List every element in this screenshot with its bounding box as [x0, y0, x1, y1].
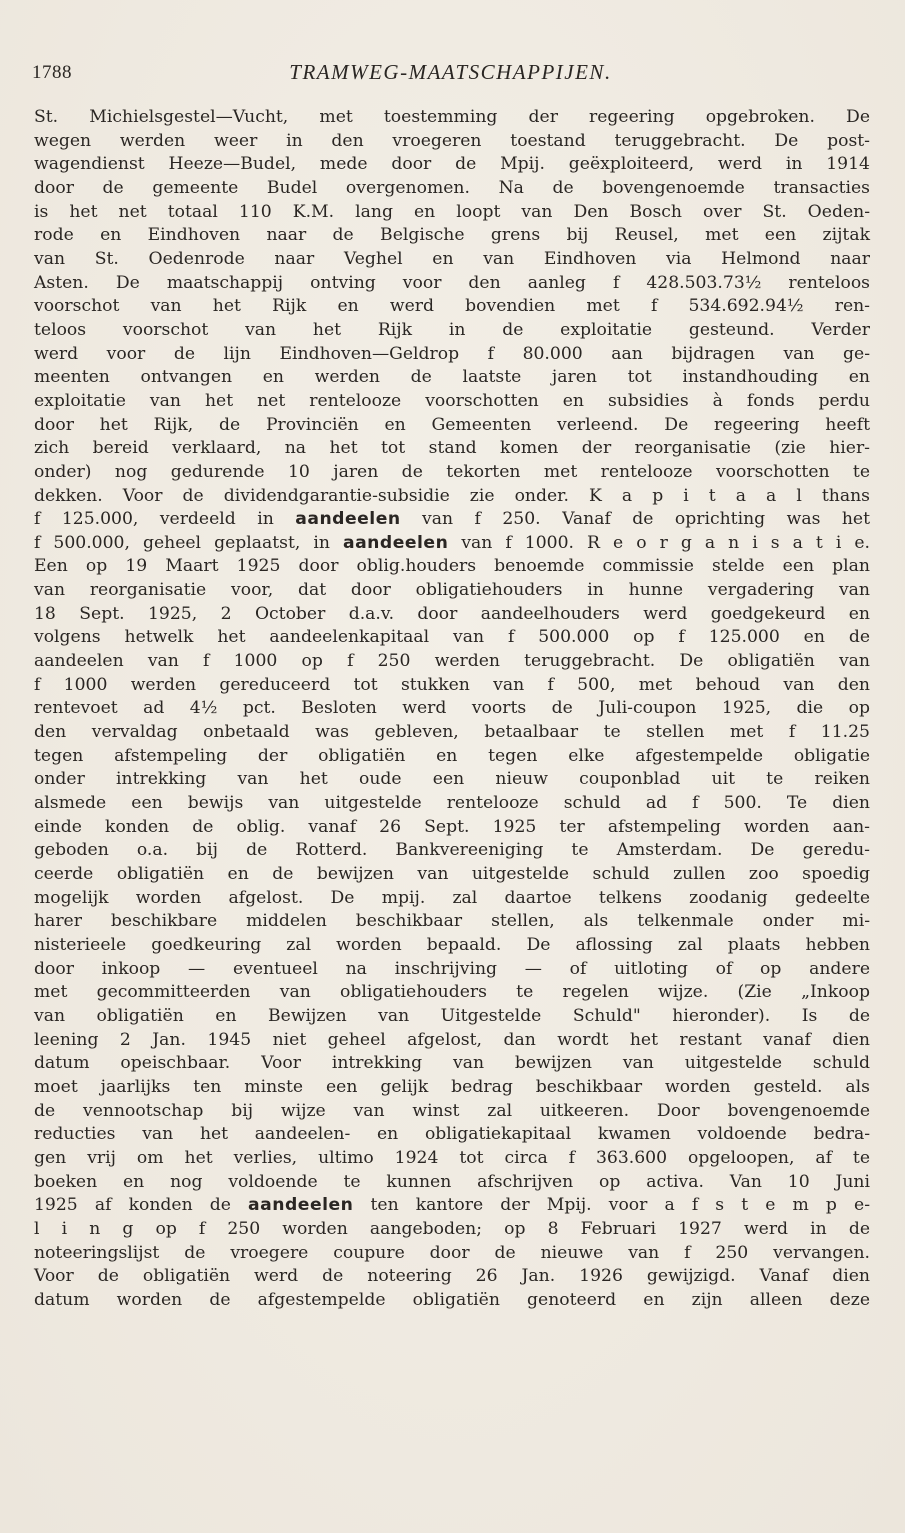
text-line: datum worden de afgestempelde obligatiën genoteerd en zijn alleen deze: [34, 1289, 870, 1310]
text-line: mogelijk worden afgelost. De mpij. zal daartoe telkens zoodanig gedeelte: [34, 887, 870, 908]
text-line: van reorganisatie voor, dat door obligatiehouders in hunne vergadering van: [34, 580, 870, 601]
text-line: met gecommitteerden van obligatiehouders te regelen wijze. (Zie „Inkoop: [34, 982, 870, 1003]
text-line: zich bereid verklaard, na het tot stand komen der reorganisatie (zie hier-: [34, 438, 870, 459]
text-line: den vervaldag onbetaald was gebleven, betaalbaar te stellen met f 11.25: [34, 722, 870, 743]
text-line: Voor de obligatiën werd de noteering 26 Jan. 1926 gewijzigd. Vanaf dien: [34, 1266, 870, 1287]
bold-term: aandeelen: [295, 509, 401, 530]
text-line: rentevoet ad 4½ pct. Besloten werd voorts de Juli-coupon 1925, die op: [34, 698, 870, 719]
text-line: door het Rijk, de Provinciën en Gemeenten verleend. De regeering heeft: [34, 414, 870, 435]
text-line: wagendienst Heeze—Budel, mede door de Mpij. geëxploiteerd, werd in 1914: [34, 154, 870, 175]
text-line: onder) nog gedurende 10 jaren de tekorten met rentelooze voorschotten te: [34, 461, 870, 482]
text-line: 18 Sept. 1925, 2 October d.a.v. door aandeelhouders werd goedgekeurd en: [34, 603, 870, 624]
text-line: f 1000 werden gereduceerd tot stukken van f 500, met behoud van den: [34, 674, 870, 695]
text-line: aandeelen van f 1000 op f 250 werden teruggebracht. De obligatiën van: [34, 651, 870, 672]
bold-term: aandeelen: [342, 532, 449, 553]
text-line: gen vrij om het verlies, ultimo 1924 tot circa f 363.600 opgeloopen, af te: [34, 1147, 870, 1168]
text-line: Een op 19 Maart 1925 door oblig.houders benoemde commissie stelde een plan: [34, 556, 870, 577]
bold-term: aandeelen: [248, 1195, 354, 1216]
text-line: meenten ontvangen en werden de laatste jaren tot instandhouding en: [34, 367, 870, 388]
text-line: einde konden de oblig. vanaf 26 Sept. 1925 ter afstempeling worden aan-: [34, 816, 870, 837]
page-header: [32, 52, 869, 92]
text-line: moet jaarlijks ten minste een gelijk bedrag beschikbaar worden gesteld. als: [34, 1076, 870, 1097]
text-line: werd voor de lijn Eindhoven—Geldrop f 80.000 aan bijdragen van ge-: [34, 343, 870, 364]
text-line: tegen afstempeling der obligatiën en tegen elke afgestempelde obligatie: [34, 745, 870, 766]
text-line: voorschot van het Rijk en werd bovendien met f 534.692.94½ ren-: [34, 296, 870, 317]
text-line: f 125.000, verdeeld in aandeelen van f 250. Vanaf de oprichting was het: [34, 509, 870, 530]
text-line: teloos voorschot van het Rijk in de exploitatie gesteund. Verder: [34, 319, 870, 340]
text-line: exploitatie van het net rentelooze voorschotten en subsidies à fonds perdu: [34, 390, 870, 411]
text-line: boeken en nog voldoende te kunnen afschrijven op activa. Van 10 Juni: [34, 1171, 870, 1192]
text-line: de vennootschap bij wijze van winst zal uitkeeren. Door bovengenoemde: [34, 1100, 870, 1121]
text-line: door inkoop — eventueel na inschrijving — of uitloting of op andere: [34, 958, 870, 979]
text-line: dekken. Voor de dividendgarantie-subsidie zie onder. K a p i t a a l thans: [34, 485, 870, 506]
text-line: Asten. De maatschappij ontving voor den aanleg f 428.503.73½ renteloos: [34, 272, 870, 293]
text-line: geboden o.a. bij de Rotterd. Bankvereeniging te Amsterdam. De geredu-: [34, 840, 870, 861]
text-line: ceerde obligatiën en de bewijzen van uitgestelde schuld zullen zoo spoedig: [34, 864, 870, 884]
text-line: wegen werden weer in den vroegeren toestand teruggebracht. De post-: [34, 130, 870, 151]
text-line: reducties van het aandeelen- en obligatiekapitaal kwamen voldoende bedra-: [34, 1124, 870, 1145]
text-line: alsmede een bewijs van uitgestelde rentelooze schuld ad f 500. Te dien: [34, 793, 870, 814]
text-line: datum opeischbaar. Voor intrekking van bewijzen van uitgestelde schuld: [34, 1053, 870, 1074]
text-line: leening 2 Jan. 1945 niet geheel afgelost, dan wordt het restant vanaf dien: [34, 1029, 870, 1050]
running-title: TRAMWEG-MAATSCHAPPIJEN.: [289, 60, 612, 84]
body-text: [34, 106, 870, 1312]
text-line: noteeringslijst de vroegere coupure door de nieuwe van f 250 vervangen.: [34, 1242, 870, 1263]
text-line: van St. Oedenrode naar Veghel en van Eindhoven via Helmond naar: [34, 248, 870, 269]
text-line: nisterieele goedkeuring zal worden bepaald. De aflossing zal plaats hebben: [34, 934, 870, 955]
text-line: 1925 af konden de aandeelen ten kantore der Mpij. voor a f s t e m p e-: [34, 1195, 871, 1216]
text-line: St. Michielsgestel—Vucht, met toestemming der regeering opgebroken. De: [34, 107, 870, 127]
text-line: volgens hetwelk het aandeelenkapitaal van f 500.000 op f 125.000 en de: [34, 627, 870, 648]
text-line: harer beschikbare middelen beschikbaar stellen, als telkenmale onder mi-: [34, 911, 870, 932]
text-line: rode en Eindhoven naar de Belgische grens bij Reusel, met een zijtak: [34, 225, 870, 246]
page-number: 1788: [32, 62, 72, 83]
text-line: onder intrekking van het oude een nieuw couponblad uit te reiken: [34, 769, 870, 790]
text-line: f 500.000, geheel geplaatst, in aandeelen van f 1000. R e o r g a n i s a t i e.: [34, 532, 870, 553]
text-line: door de gemeente Budel overgenomen. Na de bovengenoemde transacties: [34, 177, 870, 198]
text-line: l i n g op f 250 worden aangeboden; op 8 Februari 1927 werd in de: [34, 1218, 870, 1239]
text-line: van obligatiën en Bewijzen van Uitgestelde Schuld" hieronder). Is de: [34, 1005, 870, 1026]
text-line: is het net totaal 110 K.M. lang en loopt van Den Bosch over St. Oeden-: [34, 201, 870, 222]
